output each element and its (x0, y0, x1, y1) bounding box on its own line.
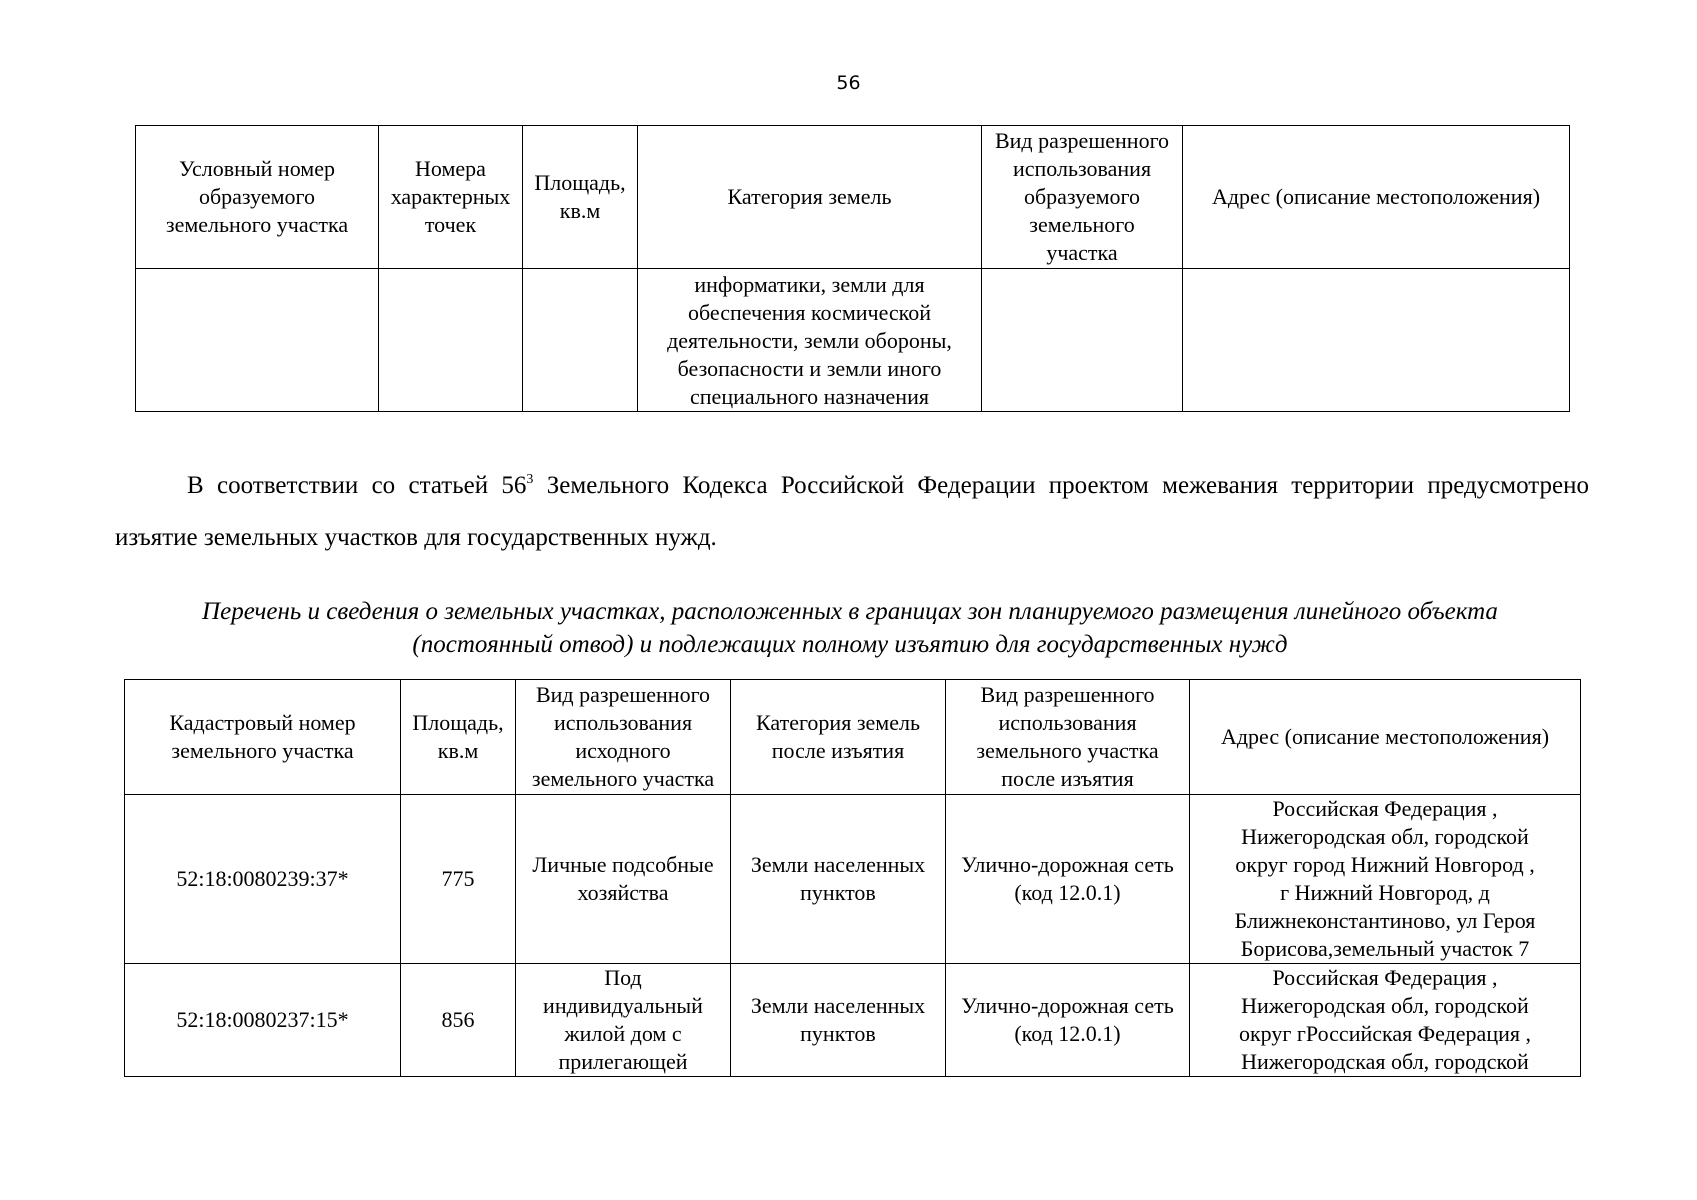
cell-area: 775 (401, 795, 516, 964)
table-row (125, 795, 1581, 964)
cell-permitted-use (982, 269, 1183, 412)
header-area: Площадь, кв.м (401, 680, 516, 795)
cell-original-permitted-use: Личные подсобные хозяйства (516, 795, 731, 964)
header-permitted-use-after: Вид разрешенного использования земельного участка после изъятия (946, 680, 1190, 795)
page-number: 56 (836, 72, 861, 94)
withdrawn-land-plots-table (124, 679, 1581, 1077)
table-header-row (125, 680, 1581, 795)
cell-category-after: Земли населенных пунктов (731, 795, 946, 964)
header-land-category: Категория земель (638, 126, 982, 269)
table-header-row (136, 126, 1570, 269)
table-caption: Перечень и сведения о земельных участках, расположенных в границах зон планируемого размещения линейного объекта (постоянный отвод) и подлежащих полному изъятию для государственных нужд (202, 598, 1498, 658)
cell-permitted-use-after: Улично-дорожная сеть (код 12.0.1) (946, 795, 1190, 964)
body-paragraph: В соответствии со статьей $56^3$ Земельного Кодекса Российской Федерации проектом межевания территории предусмотрено изъятие земельных участков для государственных нужд. (115, 472, 1590, 551)
cell-address: Российская Федерация , Нижегородская обл, городской округ город Нижний Новгород , г Нижний Новгород, д Ближнеконстантиново, ул Героя Борисова,земельный участок 7 (1190, 795, 1581, 964)
cell-point-numbers (379, 269, 523, 412)
table-row (125, 964, 1581, 1077)
header-cadastral-number: Кадастровый номер земельного участка (125, 680, 401, 795)
header-permitted-use: Вид разрешенного использования образуемого земельного участка (982, 126, 1183, 269)
header-point-numbers: Номера характерных точек (379, 126, 523, 269)
cell-area: 856 (401, 964, 516, 1077)
header-category-after: Категория земель после изъятия (731, 680, 946, 795)
cell-cadastral-number: 52:18:0080239:37* (125, 795, 401, 964)
header-area: Площадь, кв.м (523, 126, 638, 269)
cell-address: Российская Федерация , Нижегородская обл, городской округ гРоссийская Федерация , Нижегородская обл, городской (1190, 964, 1581, 1077)
cell-address (1183, 269, 1570, 412)
superscript: 3 (526, 472, 534, 487)
header-original-permitted-use: Вид разрешенного использования исходного земельного участка (516, 680, 731, 795)
cell-area (523, 269, 638, 412)
header-address: Адрес (описание местоположения) (1183, 126, 1570, 269)
header-address: Адрес (описание местоположения) (1190, 680, 1581, 795)
cell-conditional-number (136, 269, 379, 412)
cell-original-permitted-use: Под индивидуальный жилой дом с прилегающей (516, 964, 731, 1077)
cell-permitted-use-after: Улично-дорожная сеть (код 12.0.1) (946, 964, 1190, 1077)
cell-land-category: информатики, земли для обеспечения космической деятельности, земли обороны, безопасности и земли иного специального назначения (638, 269, 982, 412)
cell-category-after: Земли населенных пунктов (731, 964, 946, 1077)
land-plots-table-continued (135, 125, 1570, 412)
header-conditional-number: Условный номер образуемого земельного участка (136, 126, 379, 269)
table-row (136, 269, 1570, 412)
cell-cadastral-number: 52:18:0080237:15* (125, 964, 401, 1077)
